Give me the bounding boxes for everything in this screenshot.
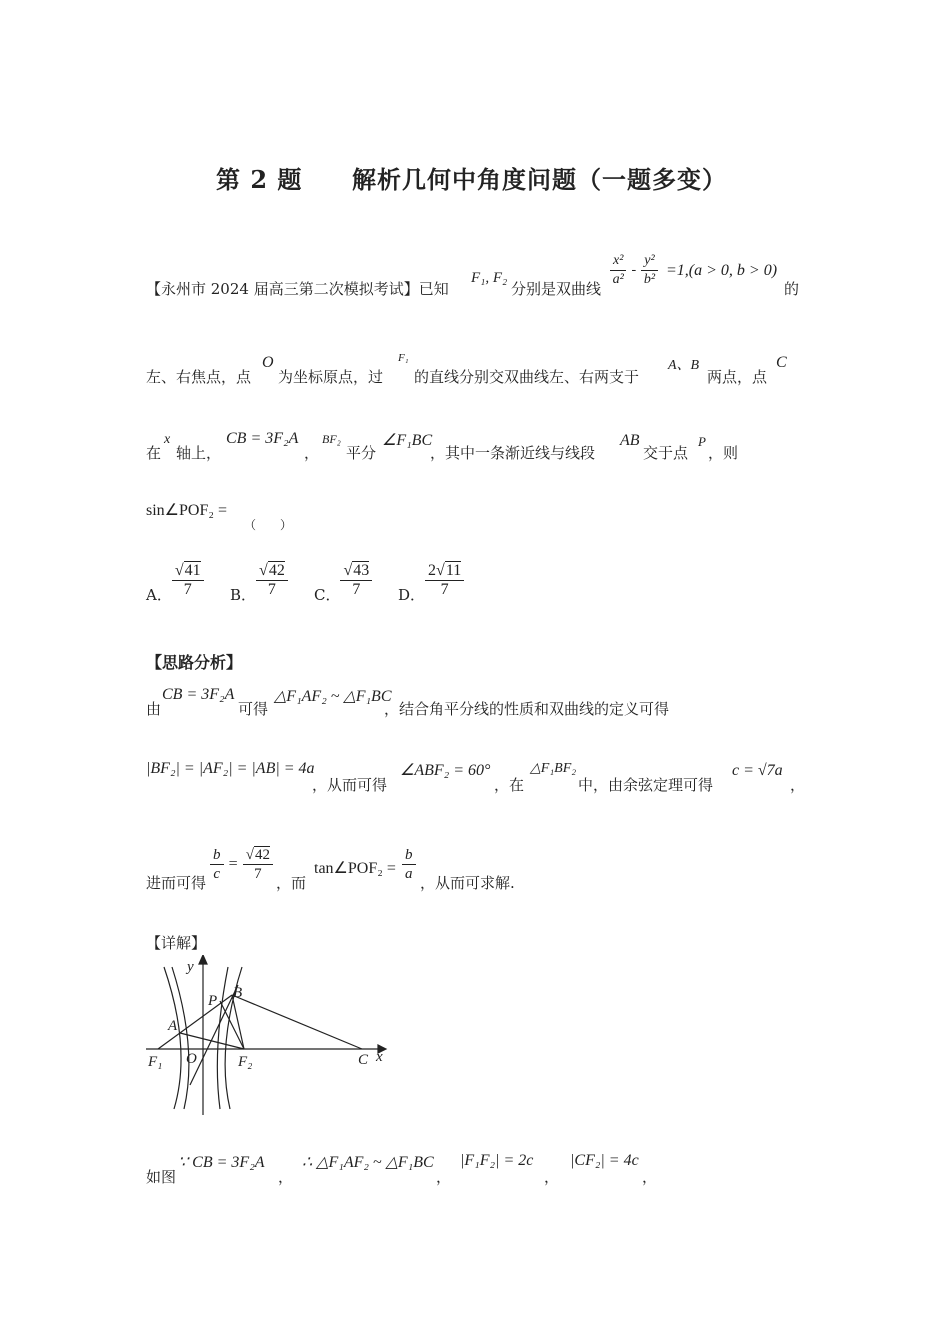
label-O: O	[186, 1051, 197, 1067]
condition-cb: CB = 3F₂A	[226, 430, 299, 447]
detail-math: |CF₂| = 4c	[570, 1152, 639, 1169]
math-F1: F₁	[398, 352, 409, 364]
detail-text: ，	[436, 1168, 452, 1186]
problem-text: ，其中一条渐近线与线段	[430, 444, 596, 462]
problem-text: 在	[146, 444, 162, 462]
problem-text: 交于点	[643, 444, 689, 462]
problem-text: 平分	[346, 444, 377, 462]
analysis-text: ，从而可得	[312, 776, 388, 794]
analysis-text: ，	[790, 776, 806, 794]
analysis-math: △F₁AF₂ ~ △F₁BC	[274, 688, 392, 705]
math-AB: AB	[620, 432, 640, 449]
label-x: x	[376, 1049, 383, 1065]
analysis-text: ，从而可求解.	[420, 874, 515, 892]
math-AB-points: A、B	[668, 358, 700, 373]
problem-text: 的直线分别交双曲线左、右两支于	[414, 368, 640, 386]
option-label: A．	[146, 586, 172, 604]
detail-text: ，	[544, 1168, 560, 1186]
line-PF2	[220, 1001, 244, 1049]
detail-math: ∴ △F₁AF₂ ~ △F₁BC	[302, 1154, 434, 1171]
problem-text: 轴上，	[176, 444, 222, 462]
detail-math: |F₁F₂| = 2c	[460, 1152, 534, 1169]
option-value: $\frac{√42}{7}$	[256, 562, 288, 599]
y-axis-arrow	[199, 955, 207, 964]
analysis-math: △F₁BF₂	[530, 761, 577, 776]
option-label: D．	[398, 586, 426, 604]
math-O: O	[262, 354, 274, 371]
line-AF2	[180, 1033, 244, 1049]
label-P: P	[208, 993, 218, 1009]
detail-math: ∵ CB = 3F₂A	[178, 1154, 265, 1171]
option-b[interactable]	[230, 562, 288, 604]
option-d[interactable]	[398, 562, 464, 604]
option-value: $\frac{√41}{7}$	[172, 562, 204, 599]
detail-heading: 【详解】	[146, 934, 207, 952]
analysis-heading: 【思路分析】	[146, 653, 243, 672]
analysis-text: 进而可得	[146, 874, 207, 892]
analysis-math: |BF₂| = |AF₂| = |AB| = 4a	[146, 760, 315, 777]
analysis-fraction: $\frac{b}{a}$	[402, 846, 416, 883]
analysis-math: ∠ABF₂ = 60°	[400, 762, 491, 779]
label-F2: F₂	[238, 1054, 253, 1070]
problem-source: 【永州市 2024 届高三第二次模拟考试】已知	[146, 280, 449, 298]
page-title: 解析几何中角度问题（一题多变）	[352, 165, 727, 194]
problem-text: 左、右焦点，点	[146, 368, 252, 386]
math-angle: ∠F₁BC	[382, 432, 433, 449]
problem-text: 的	[784, 280, 800, 298]
analysis-text: ，结合角平分线的性质和双曲线的定义可得	[384, 700, 670, 718]
option-value: $\frac{√43}{7}$	[340, 562, 372, 599]
math-BF2: BF₂	[322, 432, 341, 446]
hyperbola-equation: $\frac{\text{x²}}{\text{a²}}$ - $\frac{\text{y²}}{\text{b²}}$	[610, 252, 658, 289]
answer-blank: （ ）	[244, 518, 293, 532]
math-C: C	[776, 354, 787, 371]
problem-text: 分别是双曲线	[511, 280, 602, 298]
problem-text: ，	[304, 444, 320, 462]
line-BC	[232, 995, 362, 1049]
analysis-text: ，而	[276, 874, 307, 892]
math-P: P	[698, 434, 706, 449]
label-A: A	[168, 1018, 178, 1034]
problem-text: 为坐标原点，过	[278, 368, 384, 386]
label-F1: F₁	[148, 1054, 163, 1070]
detail-text: ，	[642, 1168, 658, 1186]
option-label: C．	[314, 586, 341, 604]
label-B: B	[233, 985, 243, 1001]
equation-tail: =1,(a > 0, b > 0)	[666, 262, 778, 279]
analysis-math: tan∠POF₂ =	[314, 860, 396, 877]
label-C: C	[358, 1052, 369, 1068]
option-c[interactable]	[314, 562, 372, 604]
label-y: y	[187, 959, 194, 975]
option-label: B．	[230, 586, 257, 604]
analysis-math: c = √7a	[732, 762, 783, 779]
analysis-text: 由	[146, 700, 162, 718]
problem-text: ，则	[708, 444, 739, 462]
line-BF2	[232, 995, 244, 1049]
analysis-text: ，在	[494, 776, 525, 794]
detail-text: ，	[278, 1168, 294, 1186]
analysis-math: CB = 3F₂A	[162, 686, 235, 703]
problem-number: 第 2 题	[216, 165, 303, 194]
foci-label: F₁, F₂	[471, 270, 508, 286]
option-a[interactable]	[146, 562, 204, 604]
analysis-fraction: $\frac{b}{c}$ = $\frac{√42}{7}$	[210, 846, 273, 883]
math-x: x	[164, 432, 171, 447]
analysis-text: 可得	[238, 700, 269, 718]
option-value: $\frac{2√11}{7}$	[425, 562, 464, 599]
problem-text: 两点，点	[707, 368, 768, 386]
detail-text: 如图	[146, 1168, 177, 1186]
hyperbola-figure	[140, 955, 400, 1120]
analysis-text: 中，由余弦定理可得	[578, 776, 714, 794]
question-ask: sin∠POF₂ =	[146, 502, 227, 519]
